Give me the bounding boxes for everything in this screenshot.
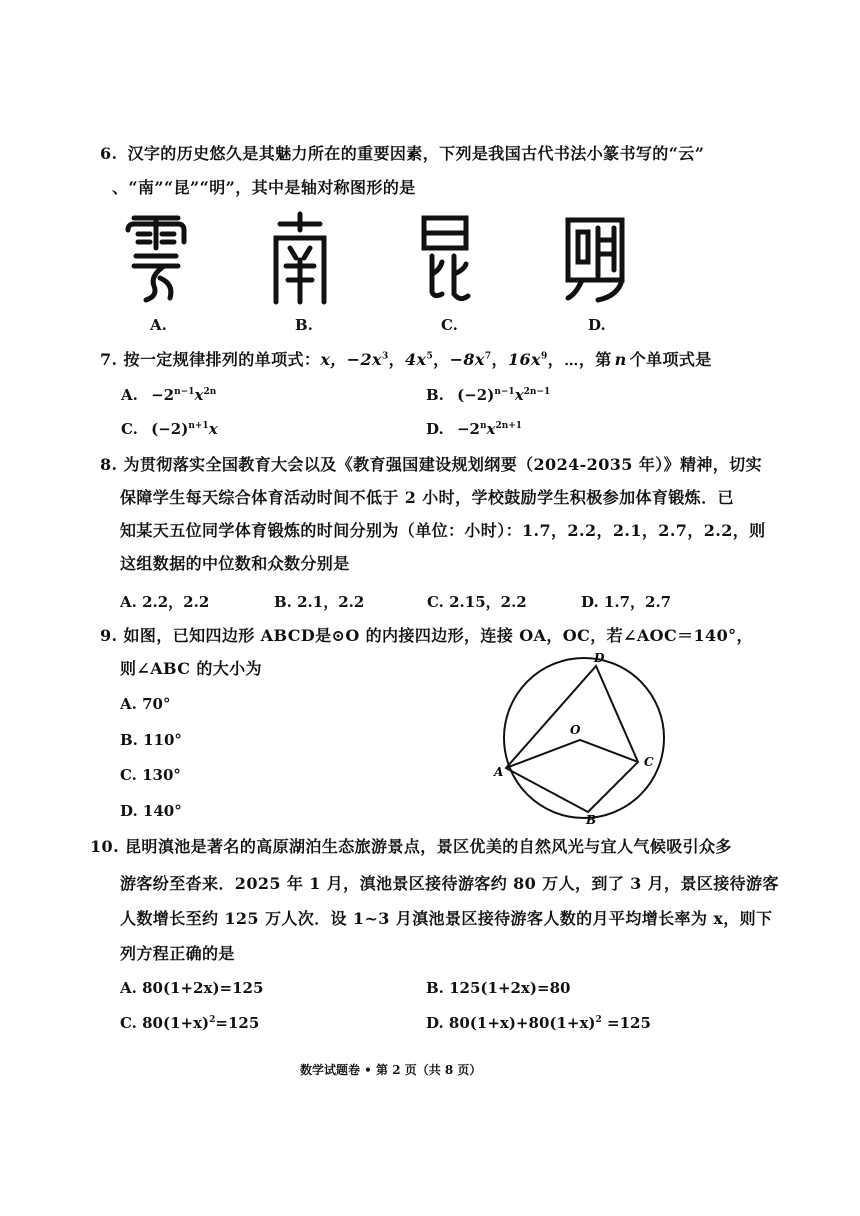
q6-option-b: B. — [295, 316, 313, 334]
q6-option-d: D. — [588, 316, 606, 334]
q8-number: 8. — [100, 455, 118, 474]
q6-option-c: C. — [441, 316, 458, 334]
q7-stem-prefix: 按一定规律排列的单项式： — [123, 350, 321, 369]
q7-di: 第 — [595, 350, 612, 369]
label-d: D — [594, 651, 605, 665]
q6-number: 6. — [100, 144, 118, 163]
q8-stem-2: 保障学生每天综合体育活动时间不低于 2 小时，学校鼓励学生积极参加体育锻炼．已 — [120, 488, 734, 507]
q8-stem-3: 知某天五位同学体育锻炼的时间分别为（单位：小时）：1.7，2.2，2.1，2.7，2.2，则 — [120, 521, 766, 540]
q6-line1 — [100, 144, 704, 164]
q7-stem — [100, 350, 712, 370]
q10-option-b: B. 125(1+2x)=80 — [426, 979, 571, 997]
q9-option-a: A. 70° — [120, 695, 171, 713]
seal-character-nan — [270, 210, 330, 306]
q9-stem-1: 如图，已知四边形 ABCD是⊙O 的内接四边形，连接 OA，OC，若∠AOC＝140°， — [123, 626, 753, 645]
q8-option-b: B. 2.1，2.2 — [274, 593, 365, 611]
q10-number: 10. — [90, 837, 120, 856]
q9-option-b: B. 110° — [120, 731, 182, 749]
q8-option-a: A. 2.2，2.2 — [120, 593, 210, 611]
q7-sep-4: ， — [547, 350, 565, 369]
q7-sup-3: 7 — [484, 351, 492, 362]
seal-character-yun — [124, 212, 188, 304]
q6-option-a: A. — [150, 316, 167, 334]
q9-option-c: C. 130° — [120, 766, 181, 784]
q7-number: 7. — [100, 350, 118, 369]
q7-term-2: −2x — [346, 350, 382, 369]
q7-sup-2: 5 — [426, 351, 434, 362]
q7-sup-1: 3 — [381, 351, 389, 362]
seal-character-ming — [562, 210, 628, 304]
q10-stem-3: 人数增长至约 125 万人次．设 1~3 月滇池景区接待游客人数的月平均增长率为 x，则下 — [120, 909, 773, 928]
q7-sep-1: ， — [388, 350, 406, 369]
q10-stem-4: 列方程正确的是 — [120, 944, 235, 963]
label-c: C — [644, 755, 654, 769]
q9-number: 9. — [100, 626, 118, 645]
q7-option-d: D. $-2^nx^{2n+1}$ — [426, 420, 523, 438]
q7-n: n — [614, 350, 627, 369]
label-b: B — [586, 813, 597, 826]
seal-character-kun — [416, 212, 474, 304]
q9-option-d: D. 140° — [120, 802, 182, 820]
q7-term-4: −8x — [449, 350, 485, 369]
q7-option-b: B. $(-2)^{n-1}x^{2n-1}$ — [426, 386, 551, 404]
q8-option-d: D. 1.7，2.7 — [581, 593, 672, 611]
q9-stem-2: 则∠ABC 的大小为 — [120, 659, 262, 678]
q8-option-c: C. 2.15，2.2 — [427, 593, 527, 611]
q7-suffix: 个单项式是 — [629, 350, 712, 369]
label-a: A — [494, 765, 504, 779]
q7-ellipsis: ⋯， — [564, 350, 596, 369]
page-footer: 数学试题卷 • 第 2 页（共 8 页） — [300, 1063, 482, 1077]
circle-o — [504, 658, 664, 818]
q6-stem-1: 汉字的历史悠久是其魅力所在的重要因素，下列是我国古代书法小篆书写的“云” — [127, 144, 705, 163]
q8-line1 — [100, 455, 762, 475]
q7-sup-4: 9 — [540, 351, 548, 362]
q10-stem-2: 游客纷至沓来．2025 年 1 月，滇池景区接待游客约 80 万人，到了 3 月，景区接待游客 — [120, 874, 779, 893]
q9-line1 — [100, 626, 753, 646]
q10-option-a: A. 80(1+2x)=125 — [120, 979, 264, 997]
q6-stem-2: 、“南”“昆”“明”，其中是轴对称图形的是 — [112, 178, 416, 197]
label-o: O — [570, 723, 581, 737]
q7-option-c: C. $(-2)^{n+1}x$ — [121, 420, 218, 438]
q7-term-1: x， — [320, 350, 347, 369]
q7-sep-2: ， — [433, 350, 450, 369]
q8-stem-4: 这组数据的中位数和众数分别是 — [120, 554, 350, 573]
q7-term-3: 4x — [405, 350, 427, 369]
q7-sep-3: ， — [491, 350, 508, 369]
q10-option-d: D. $80(1+x)+80(1+x)^2 =125$ — [426, 1014, 651, 1032]
q7-term-5: 16x — [507, 350, 541, 369]
quadrilateral-abcd — [506, 666, 638, 812]
q8-stem-1: 为贯彻落实全国教育大会以及《教育强国建设规划纲要（2024-2035 年）》精神，切实 — [123, 455, 762, 474]
q10-option-c: C. $80(1+x)^2=125$ — [120, 1014, 260, 1032]
q10-stem-1: 昆明滇池是著名的高原湖泊生态旅游景点，景区优美的自然风光与宜人气候吸引众多 — [125, 837, 732, 856]
q9-circle-figure — [488, 648, 688, 826]
q10-line1 — [90, 837, 732, 857]
q7-option-a: A. $-2^{n-1}x^{2n}$ — [121, 386, 217, 404]
